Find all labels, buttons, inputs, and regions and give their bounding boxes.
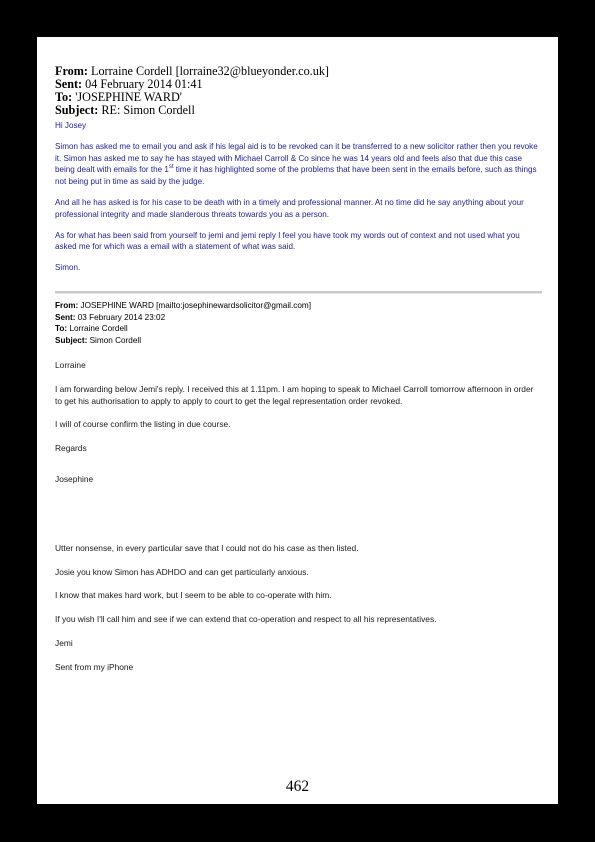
paragraph: Josie you know Simon has ADHDO and can get particularly anxious.	[55, 566, 309, 577]
regards: Regards	[55, 443, 87, 454]
paragraph: I know that makes hard work, but I seem to be able to co-operate with him.	[55, 590, 332, 601]
greeting: Hi Josey	[55, 121, 87, 130]
to-row	[55, 323, 545, 335]
first-email-header	[55, 65, 550, 117]
from-value: Lorraine Cordell [lorraine32@blueyonder.co.uk]	[91, 64, 329, 78]
subject-row	[55, 335, 545, 347]
paragraph: And all he has asked is for his case to be death with in a timely and professional manner. At no time did he say anything about your professional integrity and made slanderous threats towards you as a person.	[55, 197, 524, 219]
to-label: To:	[55, 324, 68, 333]
from-row	[55, 300, 545, 312]
document-page	[37, 37, 558, 804]
second-email-body	[55, 360, 541, 686]
subject-row	[55, 104, 550, 117]
paragraph-text: time it has highlighted some of the problems that have been sent in the emails before, such as things not being put in time as said by the judge.	[55, 165, 537, 187]
to-value: Lorraine Cordell	[69, 324, 128, 333]
paragraph: As for what has been said from yourself to jemi and jemi reply I feel you have took my words out of context and not used what you asked me for which was a email with a statement of what was said.	[55, 230, 520, 252]
sent-label: Sent:	[55, 77, 83, 91]
sender-name: Josephine	[55, 473, 94, 484]
paragraph: Utter nonsense, in every particular save that I could not do his case as then listed.	[55, 542, 359, 553]
sent-value: 03 February 2014 23:02	[77, 312, 166, 322]
email-signature: Sent from my iPhone	[55, 661, 134, 672]
paragraph: I will of course confirm the listing in due course.	[55, 419, 231, 430]
email-divider	[55, 291, 542, 294]
salutation: Lorraine	[55, 360, 86, 370]
subject-value: Simon Cordell	[89, 335, 142, 345]
sent-value: 04 February 2014 01:41	[85, 77, 203, 91]
sent-label: Sent:	[55, 312, 76, 322]
paragraph: If you wish I'll call him and see if we can extend that co-operation and respect to all his representatives.	[55, 614, 437, 625]
subject-value: RE: Simon Cordell	[101, 103, 195, 117]
second-email-header	[55, 300, 545, 346]
sent-row	[55, 312, 545, 324]
signoff: Simon.	[55, 263, 81, 273]
page-number: 462	[285, 778, 310, 795]
from-label: From:	[55, 64, 88, 78]
paragraph: I am forwarding below Jemi's reply. I received this at 1.11pm. I am hoping to speak to Michael Carroll tomorrow afternoon in order to get his authorisation to apply to apply to court to get the legal representation order revoked.	[55, 383, 534, 406]
to-value: 'JOSEPHINE WARD'	[75, 90, 182, 104]
spacer	[55, 467, 541, 474]
ordinal-suffix: st	[168, 163, 174, 170]
from-value: JOSEPHINE WARD [mailto:josephinewardsolicitor@gmail.com]	[80, 301, 311, 310]
first-email-body	[55, 120, 541, 283]
from-label: From:	[55, 301, 79, 310]
subject-label: Subject:	[55, 335, 88, 345]
subject-label: Subject:	[55, 103, 99, 117]
sender-name: Jemi	[55, 637, 73, 648]
to-label: To:	[55, 90, 73, 104]
paragraph-text: Simon has asked me to email you and ask if his legal aid is to be revoked can it be transferred to a new solicitor rather then you revoke it. Simon has asked me to say he has stayed with Michael Carroll & Co since he was 14 years old and feels also that due this case being dealt with emails for the 1	[55, 141, 538, 175]
paragraph	[55, 141, 541, 188]
spacer	[55, 498, 541, 543]
